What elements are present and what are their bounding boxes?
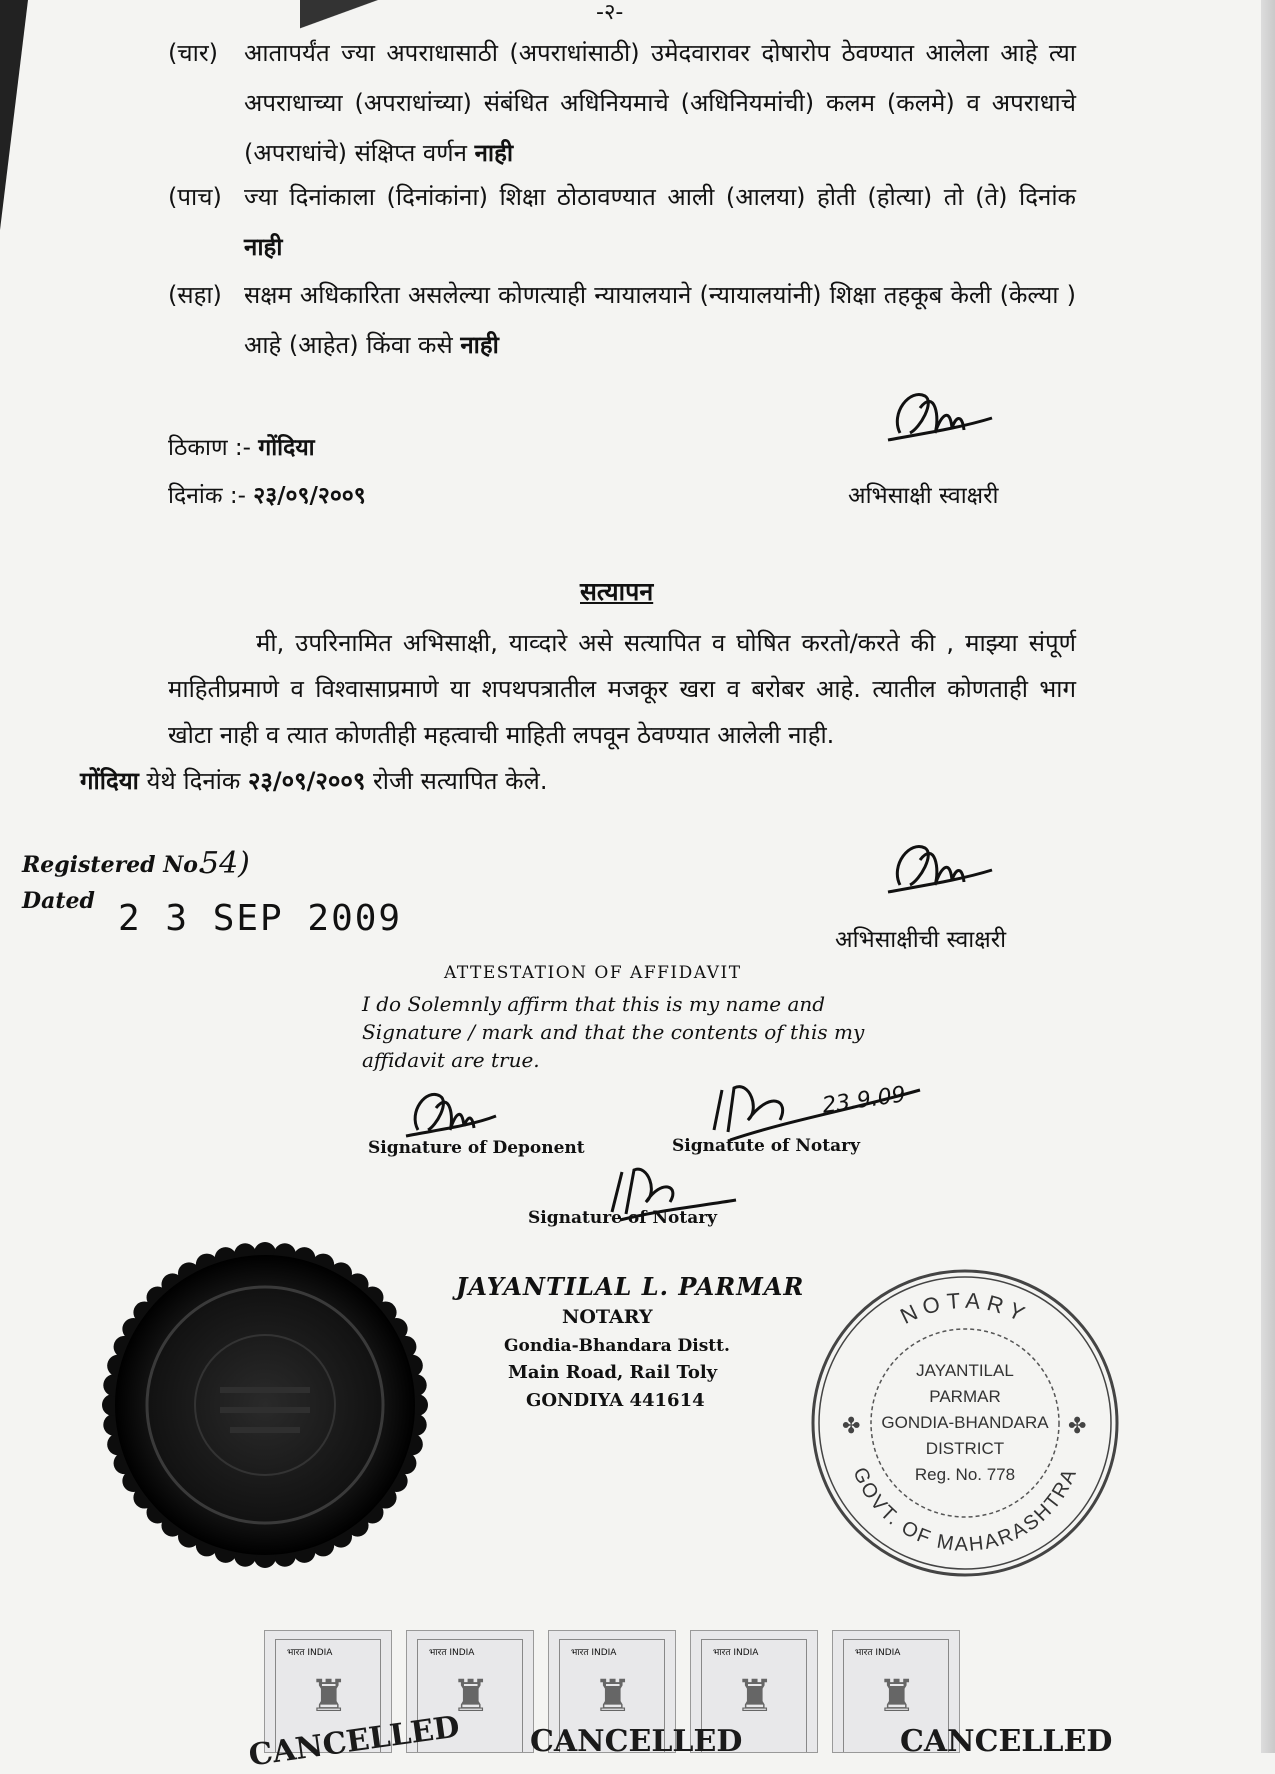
attestation-text: I do Solemnly affirm that this is my name and Signature / mark and that the contents of this my affidavit are true. xyxy=(362,992,865,1072)
clause-body: ज्या दिनांकाला (दिनांकांना) शिक्षा ठोठावण्यात आली (आलया) होती (होत्या) तो (ते) दिनांक xyxy=(244,183,1076,211)
clause-text xyxy=(244,270,1076,370)
stamp-flower-left-icon: ✤ xyxy=(842,1414,861,1439)
page-number: -२- xyxy=(596,0,624,25)
lion-capital-icon: ♜ xyxy=(877,1671,917,1722)
clause-text xyxy=(244,172,1076,272)
clause-answer: नाही xyxy=(474,139,514,167)
lion-capital-icon: ♜ xyxy=(593,1671,633,1722)
lion-capital-icon: ♜ xyxy=(735,1671,775,1722)
notary-district: Gondia-Bhandara Distt. xyxy=(504,1336,730,1356)
clause-number: (सहा) xyxy=(168,281,222,309)
clause-text xyxy=(244,28,1076,178)
lion-capital-icon: ♜ xyxy=(309,1671,349,1722)
scan-fold xyxy=(300,0,410,30)
scan-shadow xyxy=(0,0,28,230)
cancelled-mark-3: CANCELLED xyxy=(900,1724,1113,1759)
embossed-seal-icon xyxy=(100,1240,430,1570)
deponent-label: Signature of Deponent xyxy=(368,1138,585,1158)
verification-text: मी, उपरिनामित अभिसाक्षी, याव्दारे असे सत्यापित व घोषित करतो/करते की , माझ्या संपूर्ण माहितीप्रमाणे व विश्वासाप्रमाणे या शपथपत्रातील मजकूर खरा व बरोबर आहे. त्यातील कोणताही भाग खोटा नाही व त्यात कोणतीही महत्वाची माहिती लपवून ठेवण्यात आलेली नाही. xyxy=(168,629,1076,749)
verification-heading: सत्यापन xyxy=(580,577,654,606)
place-label: ठिकाण :- xyxy=(168,435,251,461)
registered-label: Registered No. xyxy=(22,852,206,878)
verification-place: गोंदिया xyxy=(80,767,139,795)
verification-signature-label: अभिसाक्षीची स्वाक्षरी xyxy=(835,927,1007,953)
cancelled-mark-1: CANCELLED xyxy=(246,1709,462,1774)
stamp-line-3: GONDIA-BHANDARA xyxy=(881,1413,1049,1432)
stamp-country: भारत INDIA xyxy=(429,1648,475,1658)
deponent-signature-2 xyxy=(880,830,1000,910)
deponent-signature-label: अभिसाक्षी स्वाक्षरी xyxy=(848,483,999,509)
verification-date: २३/०९/२००९ xyxy=(247,767,366,795)
verification-paragraph xyxy=(80,620,1076,804)
registered-number: 54) xyxy=(200,846,250,881)
deponent-signature-1 xyxy=(880,378,1000,458)
stamp-country: भारत INDIA xyxy=(855,1648,901,1658)
notary-city: GONDIYA 441614 xyxy=(526,1390,705,1411)
stamp-country: भारत INDIA xyxy=(287,1648,333,1658)
place-value: गोंदिया xyxy=(258,435,315,461)
stamp-country: भारत INDIA xyxy=(571,1648,617,1658)
stamp-flower-right-icon: ✤ xyxy=(1068,1414,1087,1439)
stamp-inner-text xyxy=(832,1358,1098,1488)
stamp-top-arc: NOTARY xyxy=(896,1287,1034,1329)
stamp-country: भारत INDIA xyxy=(713,1648,759,1658)
dated-label: Dated xyxy=(22,888,95,914)
notary-label-1: Signatute of Notary xyxy=(672,1136,860,1156)
clause-number: (चार) xyxy=(168,39,218,67)
stamp-line-4: DISTRICT xyxy=(925,1439,1005,1458)
notary-handwritten-date: 23.9.09 xyxy=(820,1082,908,1119)
attestation-title: ATTESTATION OF AFFIDAVIT xyxy=(444,963,742,983)
cancelled-mark-2: CANCELLED xyxy=(530,1724,743,1759)
place-line xyxy=(168,430,315,462)
clause-answer: नाही xyxy=(460,331,499,359)
verification-closing xyxy=(80,767,547,795)
date-value: २३/०९/२००९ xyxy=(253,483,366,509)
clause-number: (पाच) xyxy=(168,183,222,211)
notary-title: NOTARY xyxy=(562,1306,653,1328)
notary-name: JAYANTILAL L. PARMAR xyxy=(456,1272,805,1301)
clause-body: सक्षम अधिकारिता असलेल्या कोणत्याही न्यायालयाने (न्यायालयांनी) शिक्षा तहकूब केली (केल्या ) आहे (आहेत) किंवा कसे xyxy=(244,281,1076,359)
verification-mid: येथे दिनांक xyxy=(146,767,241,795)
scan-edge xyxy=(1261,0,1275,1753)
date-label: दिनांक :- xyxy=(168,483,246,509)
notary-label-2: Signature of Notary xyxy=(528,1208,718,1228)
stamp-bottom-arc: GOVT. OF MAHARASHTRA xyxy=(848,1464,1082,1556)
dated-stamp: 2 3 SEP 2009 xyxy=(118,898,403,939)
svg-text:NOTARY xyxy=(896,1288,1034,1329)
lion-capital-icon: ♜ xyxy=(451,1671,491,1722)
clause-body: आतापर्यंत ज्या अपराधासाठी (अपराधांसाठी) उमेदवारावर दोषारोप ठेवण्यात आलेला आहे त्या अपराधाच्या (अपराधांच्या) संबंधित अधिनियमाचे (अधिनियमांची) कलम (कलमे) व अपराधाचे (अपराधांचे) संक्षिप्त वर्णन xyxy=(244,39,1076,167)
clause-answer: नाही xyxy=(244,233,283,261)
stamp-line-2: PARMAR xyxy=(929,1387,1001,1406)
stamp-line-5: Reg. No. 778 xyxy=(914,1465,1016,1484)
notary-address: Main Road, Rail Toly xyxy=(508,1362,718,1383)
verification-tail: रोजी सत्यापित केले. xyxy=(372,767,548,795)
stamp-line-1: JAYANTILAL xyxy=(916,1361,1014,1380)
date-line xyxy=(168,478,366,510)
